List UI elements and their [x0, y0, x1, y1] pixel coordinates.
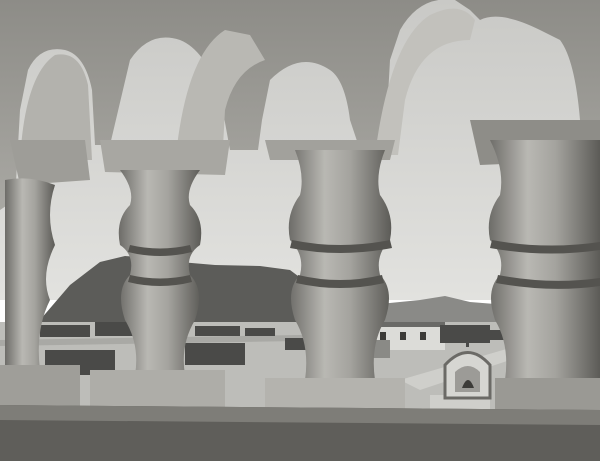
baluster-4	[489, 140, 600, 380]
capital-2	[100, 140, 230, 175]
plinth-1	[0, 365, 80, 410]
capital-left	[10, 140, 90, 185]
